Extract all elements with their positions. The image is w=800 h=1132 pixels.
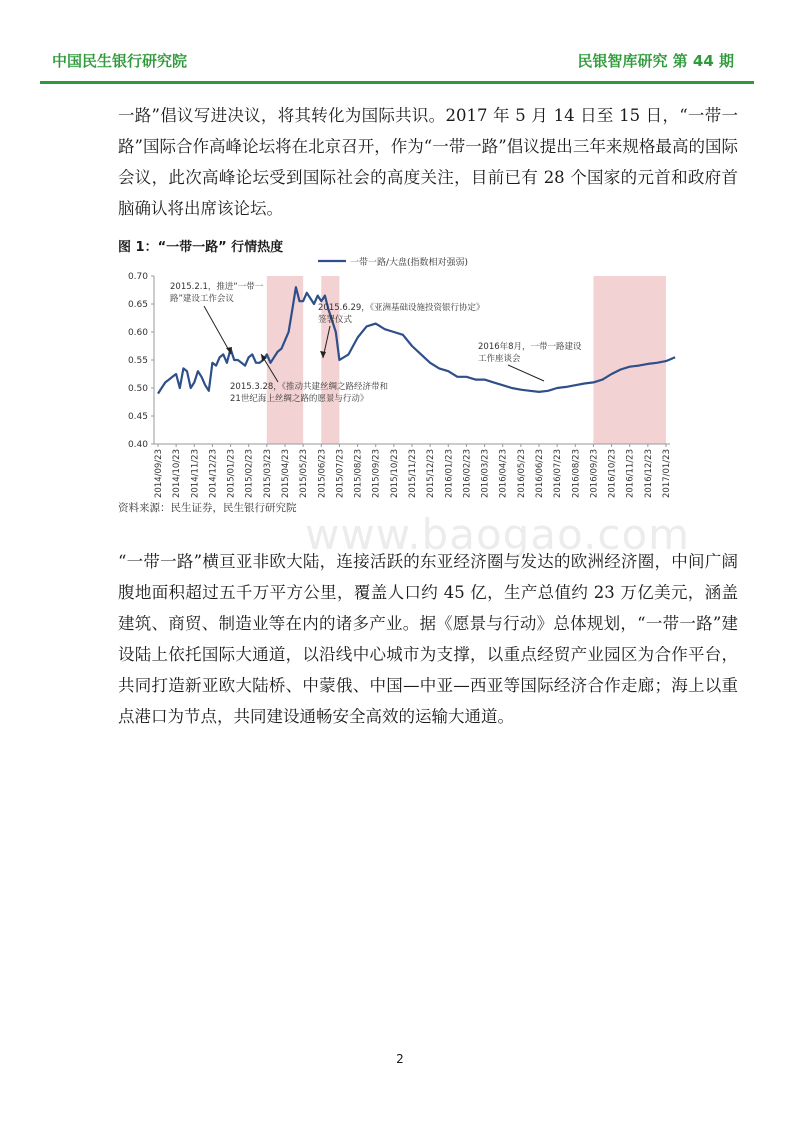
annotation-4-arrow <box>508 365 544 381</box>
watermark: www.baogao.com <box>305 510 691 559</box>
x-tick-label: 2015/06/23 <box>317 449 328 498</box>
x-tick-label: 2016/09/23 <box>589 449 600 499</box>
x-tick-label: 2015/04/23 <box>281 449 291 498</box>
header-org-name: 中国民生银行研究院 <box>52 52 188 70</box>
annotation-4-line1: 2016年8月，一带一路建设 <box>478 342 582 352</box>
shaded-period-2 <box>321 276 339 444</box>
x-tick-label: 2014/11/23 <box>190 449 201 498</box>
x-tick-label: 2015/05/23 <box>299 449 310 498</box>
x-tick-label: 2015/08/23 <box>353 449 364 498</box>
x-tick-label: 2016/01/23 <box>444 449 455 498</box>
figure-source: 资料来源：民生证券，民生银行研究院 <box>118 502 297 514</box>
annotation-3-line2: 21世纪海上丝绸之路的愿景与行动》 <box>230 394 369 404</box>
x-axis <box>154 444 672 498</box>
page-number: 2 <box>396 1052 404 1066</box>
figure-caption: 图 1：“一带一路” 行情热度 <box>118 240 284 255</box>
chart-container <box>118 254 678 499</box>
y-tick-label: 0.40 <box>127 440 148 450</box>
y-tick-label: 0.45 <box>127 412 148 422</box>
annotation-3-line1: 2015.3.28，《推动共建丝绸之路经济带和 <box>230 382 389 392</box>
body-paragraph-2: “一带一路”横亘亚非欧大陆，连接活跃的东亚经济圈与发达的欧洲经济圈，中间广阔腹地面积超过五千万平方公里，覆盖人口约 45 亿，生产总值约 23 万亿美元，涵盖建筑、商贸、制造业等在内的诸多产业。据《愿景与行动》总体规划，“一带一路”建设陆上依托国际大通道，以沿线中心城市为支撑，以重点经贸产业园区为合作平台，共同打造新亚欧大陆桥、中蒙俄、中国—中亚—西亚等国际经济合作走廊；海上以重点港口为节点，共同建设通畅安全高效的运输大通道。 <box>118 552 738 726</box>
y-tick-label: 0.60 <box>127 328 148 338</box>
x-tick-label: 2016/08/23 <box>571 449 582 498</box>
header-divider <box>40 81 754 84</box>
x-tick-label: 2016/04/23 <box>498 449 509 498</box>
header-issue-title: 民银智库研究 第 44 期 <box>577 52 734 70</box>
x-tick-label: 2014/10/23 <box>172 449 183 498</box>
x-tick-label: 2015/02/23 <box>244 449 255 498</box>
x-tick-label: 2016/03/23 <box>480 449 491 498</box>
shaded-period-3 <box>593 276 666 444</box>
x-tick-label: 2015/01/23 <box>226 449 237 498</box>
line-chart <box>118 254 678 499</box>
x-tick-label: 2016/02/23 <box>462 449 473 498</box>
x-tick-label: 2015/07/23 <box>335 449 346 498</box>
x-tick-label: 2014/09/23 <box>154 449 164 498</box>
chart-legend <box>318 256 468 268</box>
x-tick-label: 2016/12/23 <box>643 449 654 498</box>
annotation-4-line2: 工作座谈会 <box>478 354 521 364</box>
y-tick-label: 0.65 <box>127 300 148 310</box>
y-tick-label: 0.70 <box>127 272 148 282</box>
x-tick-label: 2016/06/23 <box>535 449 545 498</box>
x-tick-label: 2016/07/23 <box>553 449 564 498</box>
x-tick-label: 2015/12/23 <box>426 449 437 498</box>
y-tick-label: 0.55 <box>127 356 148 366</box>
x-tick-label: 2016/10/23 <box>607 448 618 498</box>
x-tick-label: 2016/05/23 <box>516 449 527 498</box>
x-tick-label: 2015/11/23 <box>408 449 418 498</box>
x-tick-label: 2017/01/23 <box>662 449 672 498</box>
x-tick-label: 2015/10/23 <box>389 449 400 498</box>
annotation-1-line1: 2015.2.1，推进“一带一 <box>170 282 264 292</box>
y-axis <box>128 272 154 450</box>
x-tick-label: 2015/09/23 <box>371 449 382 498</box>
x-tick-label: 2015/03/23 <box>262 449 273 498</box>
legend-label: 一带一路/大盘(指数相对强弱) <box>350 258 469 268</box>
chart-annotations <box>170 281 582 404</box>
body-paragraph-1: 一路”倡议写进决议，将其转化为国际共识。2017 年 5 月 14 日至 15 日，“一带一路”国际合作高峰论坛将在北京召开，作为“一带一路”倡议提出三年来规格最高的国际会议，此次高峰论坛受到国际社会的高度关注，目前已有 28 个国家的元首和政府首脑确认将出席该论坛。 <box>118 106 738 218</box>
annotation-2-line1: 2015.6.29，《亚洲基础设施投资银行协定》 <box>318 303 485 313</box>
annotation-2-line2: 签署仪式 <box>318 315 353 325</box>
annotation-1-arrow <box>204 306 231 354</box>
x-tick-label: 2016/11/23 <box>625 449 636 498</box>
x-tick-label: 2014/12/23 <box>208 449 219 498</box>
y-tick-label: 0.50 <box>127 384 148 394</box>
annotation-1-line2: 路”建设工作会议 <box>170 294 234 304</box>
